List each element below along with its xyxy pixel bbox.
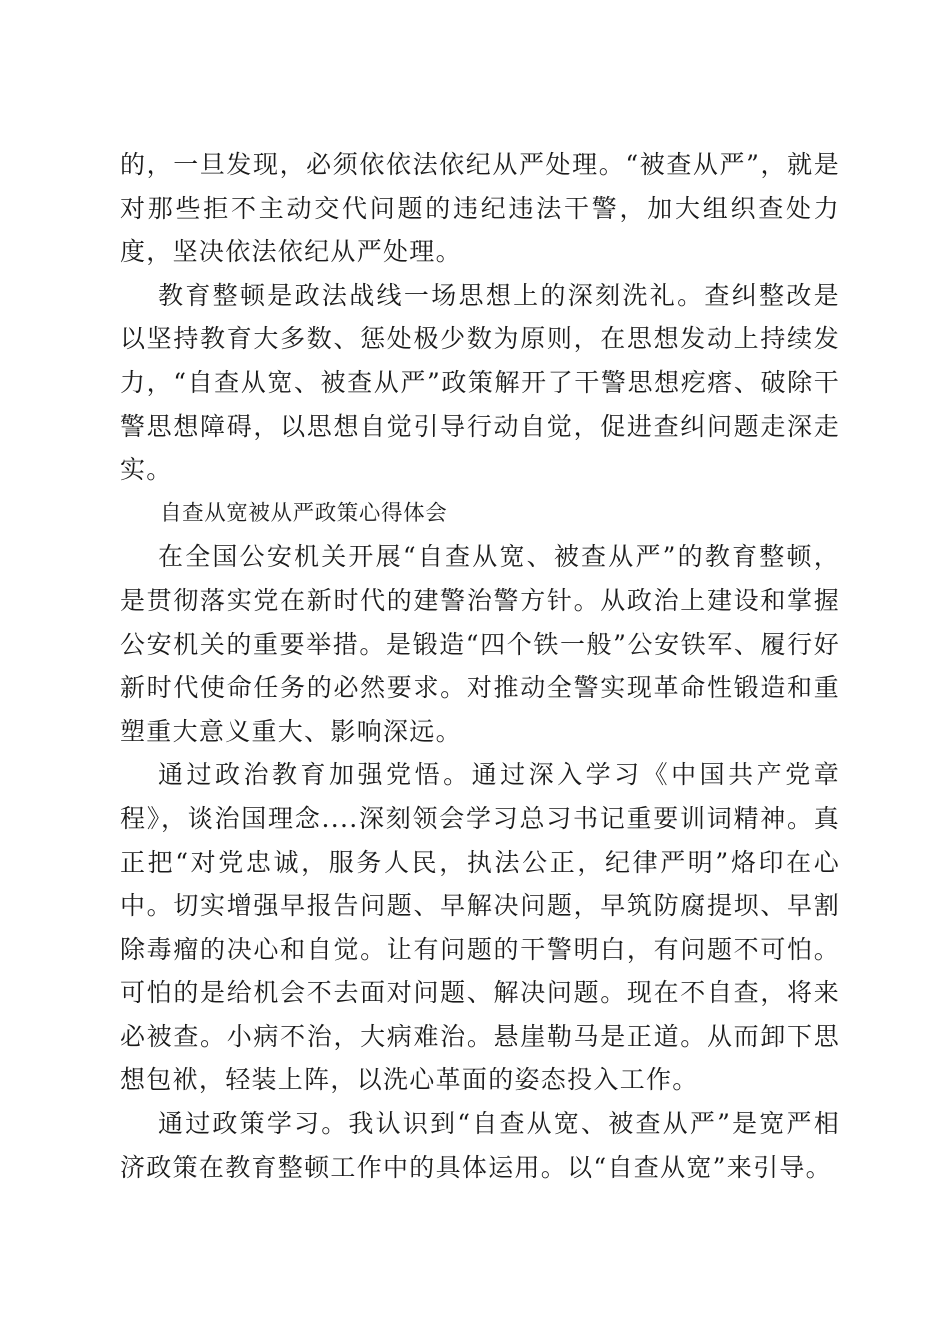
paragraph-continuation: 的，一旦发现，必须依依法依纪从严处理。“被查从严”，就是对那些拒不主动交代问题的违纪违法干警，加大组织查处力度，坚决依法依纪从严处理。 <box>120 150 840 267</box>
paragraph-national-police: 在全国公安机关开展“自查从宽、被查从严”的教育整顿，是贯彻落实党在新时代的建警治警方针。从政治上建设和掌握公安机关的重要举措。是锻造“四个铁一般”公安铁军、履行好新时代使命任务的必然要求。对推动全警实现革命性锻造和重塑重大意义重大、影响深远。 <box>120 542 840 746</box>
paragraph-education-rectification: 教育整顿是政法战线一场思想上的深刻洗礼。查纠整改是以坚持教育大多数、惩处极少数为原则，在思想发动上持续发力，“自查从宽、被查从严”政策解开了干警思想疙瘩、破除干警思想障碍，以思想自觉引导行动自觉，促进查纠问题走深走实。 <box>120 280 840 485</box>
paragraph-policy-study: 通过政策学习。我认识到“自查从宽、被查从严”是宽严相济政策在教育整顿工作中的具体运用。以“自查从宽”来引导。 <box>120 1109 840 1182</box>
paragraph-political-education: 通过政治教育加强党悟。通过深入学习《中国共产党章程》，谈治国理念....深刻领会学习总习书记重要训词精神。真正把“对党忠诚，服务人民，执法公正，纪律严明”烙印在心中。切实增强早报告问题、早解决问题，早筑防腐提坝、早割除毒瘤的决心和自觉。让有问题的干警明白，有问题不可怕。可怕的是给机会不去面对问题、解决问题。现在不自查，将来必被查。小病不治，大病难治。悬崖勒马是正道。从而卸下思想包袱，轻装上阵，以洗心革面的姿态投入工作。 <box>120 760 840 1095</box>
section-heading: 自查从宽被从严政策心得体会 <box>160 500 448 526</box>
document-body <box>120 143 840 1189</box>
